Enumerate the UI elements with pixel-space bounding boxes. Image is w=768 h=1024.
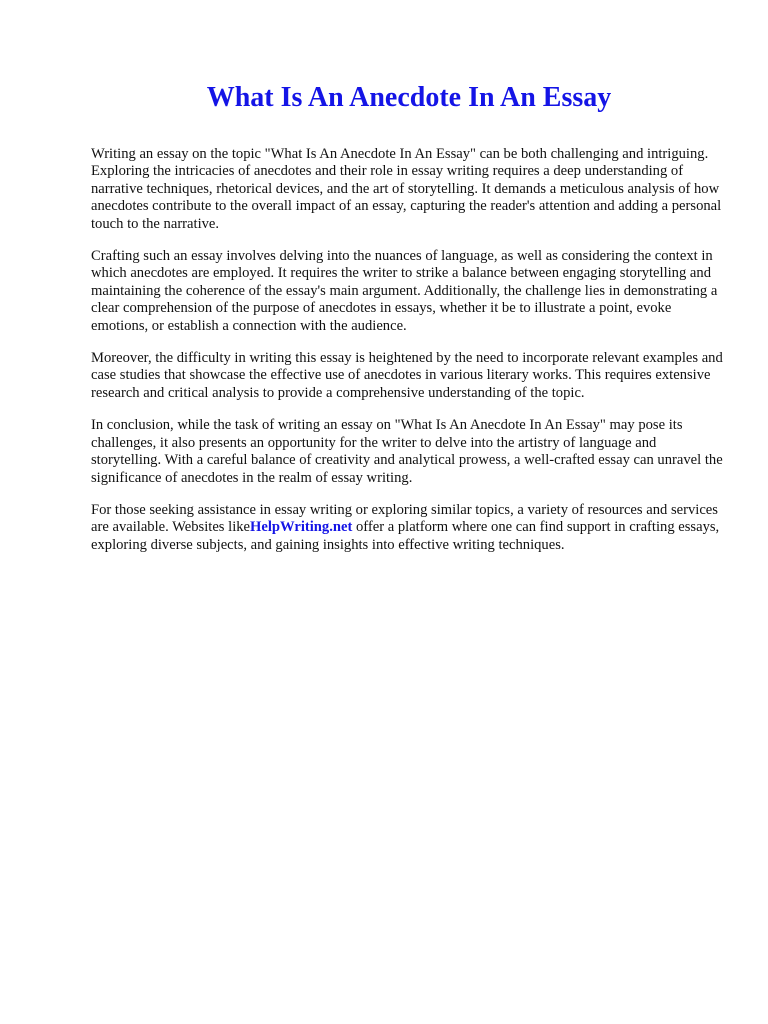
document-body (91, 146, 727, 569)
paragraph-5-text-after-link: offer a platform where one can find support in crafting essays, exploring diverse subjects, and gaining insights into effective writing techniques. (91, 519, 720, 553)
paragraph-4: In conclusion, while the task of writing an essay on "What Is An Anecdote In An Essay" may pose its challenges, it also presents an opportunity for the writer to delve into the artistry of language and storytelling. With a careful balance of creativity and analytical prowess, a well-crafted essay can unravel the significance of anecdotes in the realm of essay writing. (91, 417, 723, 486)
paragraph-5 (91, 502, 727, 554)
paragraph-2: Crafting such an essay involves delving into the nuances of language, as well as considering the context in which anecdotes are employed. It requires the writer to strike a balance between engaging storytelling and maintaining the coherence of the essay's main argument. Additionally, the challenge lies in demonstrating a clear comprehension of the purpose of anecdotes in essays, whether it be to illustrate a point, evoke emotions, or establish a connection with the audience. (91, 248, 718, 334)
helpwriting-link[interactable]: HelpWriting.net (250, 519, 353, 536)
paragraph-1: Writing an essay on the topic "What Is An Anecdote In An Essay" can be both challenging and intriguing. Exploring the intricacies of anecdotes and their role in essay writing requires a deep understanding of narrative techniques, rhetorical devices, and the art of storytelling. It demands a meticulous analysis of how anecdotes contribute to the overall impact of an essay, capturing the reader's attention and adding a personal touch to the narrative. (91, 146, 722, 232)
paragraph-5-text-before-link: For those seeking assistance in essay writing or exploring similar topics, a variety of resources and services are available. Websites like (91, 501, 718, 536)
paragraph-3: Moreover, the difficulty in writing this essay is heightened by the need to incorporate relevant examples and case studies that showcase the effective use of anecdotes in various literary works. This requires extensive research and critical analysis to provide a comprehensive understanding of the topic. (91, 350, 723, 401)
page-title: What Is An Anecdote In An Essay (206, 82, 612, 113)
